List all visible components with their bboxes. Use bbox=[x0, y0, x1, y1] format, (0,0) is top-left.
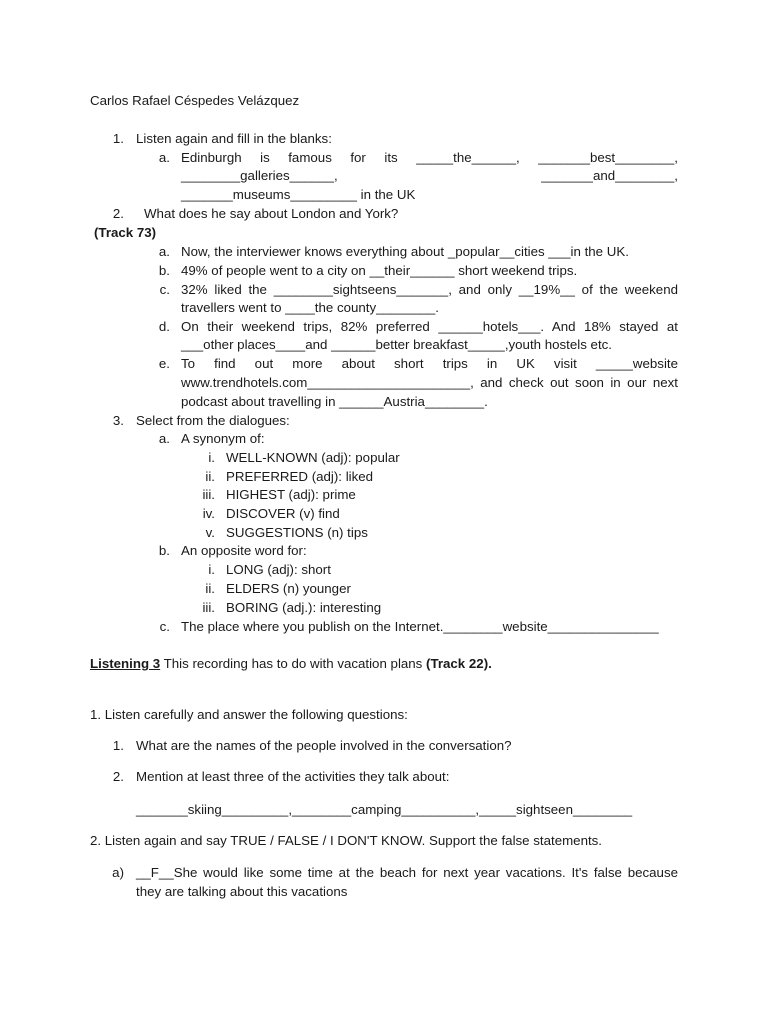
q1-a-line2: ________galleries______, _______and________, bbox=[181, 168, 678, 183]
q2-d-label: d. bbox=[158, 319, 170, 334]
q3-b-item-3-number: iii. bbox=[202, 600, 215, 615]
q3-a-item-2: PREFERRED (adj): liked bbox=[226, 469, 374, 484]
q2-b-label: b. bbox=[158, 263, 170, 278]
q1-a-line1: Edinburgh is famous for its _____the______, _______best________, bbox=[181, 150, 678, 165]
part2-heading: 2. Listen again and say TRUE / FALSE / I DON'T KNOW. Support the false statements. bbox=[90, 833, 602, 848]
q3-a-item-4-number: iv. bbox=[202, 506, 215, 521]
q3-b-item-2: ELDERS (n) younger bbox=[226, 581, 351, 596]
q3-b-item-1-number: i. bbox=[208, 562, 215, 577]
part1-item-1-number: 1. bbox=[112, 738, 124, 753]
part1-item-2-number: 2. bbox=[112, 769, 124, 784]
part1-item-2: Mention at least three of the activities they talk about: bbox=[136, 769, 450, 784]
q3-a-item-3: HIGHEST (adj): prime bbox=[226, 487, 356, 502]
q1-a-line3: _______museums_________ in the UK bbox=[181, 187, 416, 202]
q3-number: 3. bbox=[112, 413, 124, 428]
part1-item-1: What are the names of the people involved in the conversation? bbox=[136, 738, 512, 753]
q2-c-label: c. bbox=[159, 282, 170, 297]
q3-b-text: An opposite word for: bbox=[181, 543, 307, 558]
q2-e-label: e. bbox=[158, 356, 170, 371]
listening3-text: This recording has to do with vacation plans bbox=[160, 656, 427, 671]
q3-a-item-5-number: v. bbox=[205, 525, 215, 540]
q3-b-item-3: BORING (adj.): interesting bbox=[226, 600, 382, 615]
q2-a-line: Now, the interviewer knows everything about _popular__cities ___in the UK. bbox=[181, 244, 629, 259]
q2-b-line: 49% of people went to a city on __their______ short weekend trips. bbox=[181, 263, 578, 278]
q2-number: 2. bbox=[112, 206, 124, 221]
part2-a-line2: they are talking about this vacations bbox=[136, 884, 348, 899]
listening3-track: (Track 22). bbox=[426, 656, 492, 671]
q3-a-item-4: DISCOVER (v) find bbox=[226, 506, 340, 521]
part2-a-label: a) bbox=[112, 865, 124, 880]
q3-a-item-1: WELL-KNOWN (adj): popular bbox=[226, 450, 400, 465]
q1-number: 1. bbox=[112, 131, 124, 146]
q3-a-item-2-number: ii. bbox=[205, 469, 215, 484]
q2-e-line1: To find out more about short trips in UK visit _____website bbox=[181, 356, 678, 371]
listening3-title: Listening 3 bbox=[90, 656, 161, 671]
q3-b-label: b. bbox=[158, 543, 170, 558]
author-name: Carlos Rafael Céspedes Velázquez bbox=[90, 93, 300, 108]
q2-d-line2: ___other places____and ______better breakfast_____,youth hostels etc. bbox=[181, 337, 612, 352]
q2-text: What does he say about London and York? bbox=[144, 206, 399, 221]
q3-b-item-1: LONG (adj): short bbox=[226, 562, 331, 577]
q1-text: Listen again and fill in the blanks: bbox=[136, 131, 332, 146]
listening3-heading bbox=[90, 656, 492, 672]
q1-a-label: a. bbox=[158, 150, 170, 165]
q2-d-line1: On their weekend trips, 82% preferred ______hotels___. And 18% stayed at bbox=[181, 319, 678, 334]
part2-a-line1: __F__She would like some time at the beach for next year vacations. It's false because bbox=[136, 865, 678, 880]
q2-c-line1: 32% liked the ________sightseens_______, and only __19%__ of the weekend bbox=[181, 282, 678, 297]
q3-c-text: The place where you publish on the Internet.________website_______________ bbox=[181, 619, 659, 634]
part1-heading: 1. Listen carefully and answer the following questions: bbox=[90, 707, 408, 722]
q2-track: (Track 73) bbox=[94, 225, 157, 240]
q3-a-item-5: SUGGESTIONS (n) tips bbox=[226, 525, 368, 540]
q3-c-label: c. bbox=[159, 619, 170, 634]
q2-e-line2: www.trendhotels.com______________________, and check out soon in our next bbox=[181, 375, 678, 390]
q3-a-label: a. bbox=[158, 431, 170, 446]
q3-a-item-3-number: iii. bbox=[202, 487, 215, 502]
q3-a-text: A synonym of: bbox=[181, 431, 265, 446]
q2-c-line2: travellers went to ____the county________. bbox=[181, 300, 439, 315]
q3-text: Select from the dialogues: bbox=[136, 413, 290, 428]
q3-a-item-1-number: i. bbox=[208, 450, 215, 465]
q3-b-item-2-number: ii. bbox=[205, 581, 215, 596]
q2-a-label: a. bbox=[158, 244, 170, 259]
q2-e-line3: podcast about travelling in ______Austria________. bbox=[181, 394, 488, 409]
part1-answer: _______skiing_________,________camping__________,_____sightseen________ bbox=[136, 802, 633, 817]
